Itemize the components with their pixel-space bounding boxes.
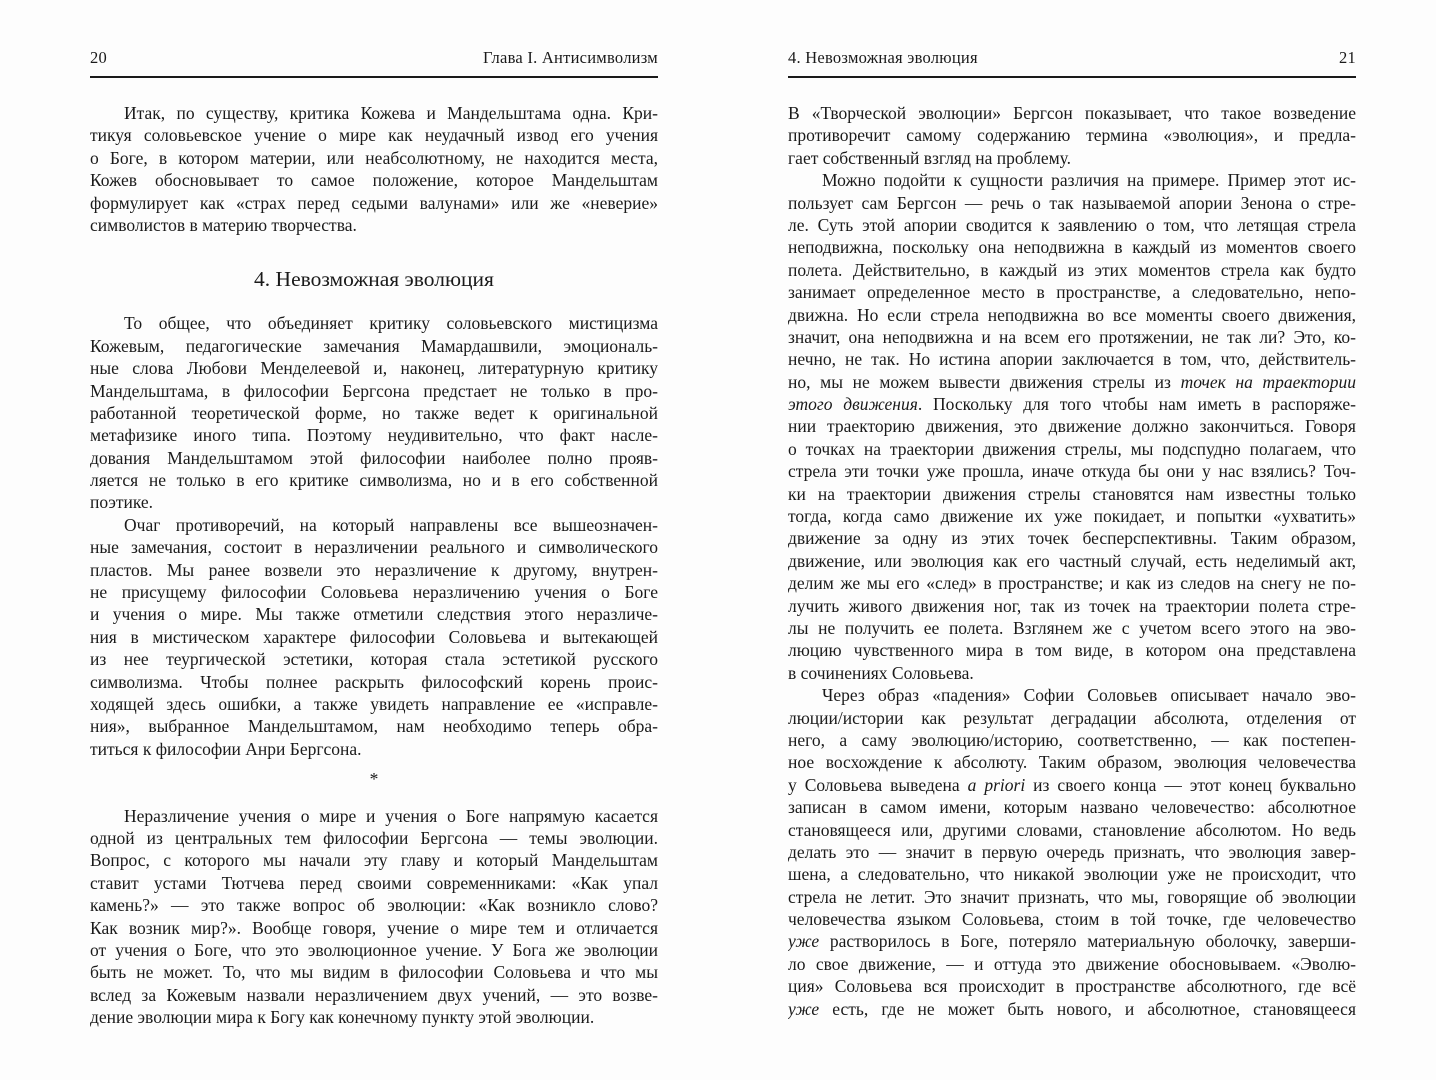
text-line: формулирует как «страх перед седыми валунами» или же «неверие» xyxy=(90,192,658,213)
page-body xyxy=(788,102,1356,1020)
italic-text: точек на траектории xyxy=(1180,371,1356,392)
text-line: него, а саму эволюцию/историю, соответственно, — как постепен- xyxy=(788,729,1356,750)
text-line: движение, или эволюция как его частный случай, есть неделимый акт, xyxy=(788,550,1356,571)
text-line: ставит устами Тютчева перед своими современниками: «Как упал xyxy=(90,872,658,893)
text-line: То общее, что объединяет критику соловьевского мистицизма xyxy=(124,313,658,334)
text-line: тикуя соловьевское учение о мире как неудачный извод его учения xyxy=(90,125,658,146)
text-line: ния», выбранное Мандельштамом, нам необходимо теперь обра- xyxy=(90,716,658,737)
text-line: полета. Действительно, в каждый из этих моментов стрела как будто xyxy=(788,259,1356,280)
text-line: Через образ «падения» Софии Соловьев описывает начало эво- xyxy=(822,685,1356,706)
text-line: но, мы не можем вывести движения стрелы из точек на траектории xyxy=(788,371,1356,392)
text-line: Мандельштама, в философии Бергсона предстает не только в про- xyxy=(90,380,658,401)
text-line: гает собственный взгляд на проблему. xyxy=(788,147,1072,168)
page-21 xyxy=(788,0,1356,1020)
text-line: у Соловьева выведена a priori из своего конца — этот конец буквально xyxy=(788,774,1356,795)
text-line: делим же мы его «след» в пространстве; и как из следов на снегу не по- xyxy=(788,573,1356,594)
text-line: делать это — значит в первую очередь признать, что эволюция завер- xyxy=(788,841,1356,862)
text-line: стрела не летит. Это значит признать, что мы, говорящие об эволюции xyxy=(788,886,1356,907)
text-line: пользует сам Бергсон — речь о так называемой апории Зенона о стре- xyxy=(788,192,1356,213)
page-number: 21 xyxy=(1339,48,1356,67)
text-line: символизма. Чтобы полнее раскрыть философский корень проис- xyxy=(90,671,658,692)
text-line: движна. Но если стрела неподвижна во все моменты своего движения, xyxy=(788,304,1356,325)
paragraph xyxy=(90,312,658,514)
asterisk-separator: * xyxy=(369,769,379,790)
text-line: уже есть, где не может быть нового, и абсолютное, становящееся xyxy=(788,998,1356,1019)
section-heading: 4. Невозможная эволюция xyxy=(254,267,494,292)
text-line: люции/истории как результат деградации абсолюта, отделения от xyxy=(788,707,1356,728)
paragraph xyxy=(788,684,1356,1020)
text-line: ло свое движение, — и оттуда это движение обосновываем. «Эволю- xyxy=(788,953,1356,974)
text-line: метафизике иного типа. Поэтому неудивительно, что факт насле- xyxy=(90,425,658,446)
text-line: о Боге, в котором материи, или неабсолютному, не находится места, xyxy=(90,147,658,168)
text-line: ле. Суть этой апории сводится к заявлению о том, что летящая стрела xyxy=(788,214,1356,235)
text-line: Можно подойти к сущности различия на примере. Пример этот ис- xyxy=(822,170,1356,191)
text-line: вслед за Кожевым назвали неразличением двух учений, — это возве- xyxy=(90,984,658,1005)
text-line: нии траекторию движения, это движение должно закончиться. Говоря xyxy=(788,416,1356,437)
text-line: занимает определенное место в пространстве, а следовательно, непо- xyxy=(788,282,1356,303)
text-line: Как возник мир?». Вообще говоря, учение о мире тем и отличается xyxy=(90,917,658,938)
text-line: ния в мистическом характере философии Соловьева и вытекающей xyxy=(90,626,658,647)
running-head xyxy=(90,48,658,78)
page-number: 20 xyxy=(90,48,107,67)
text-line: от учения о Боге, что это эволюционное учение. У Бога же эволюции xyxy=(90,939,658,960)
text-line: стрела эти точки уже прошла, иначе откуда бы они у нас взялись? Точ- xyxy=(788,461,1356,482)
text-line: ходящей здесь ошибки, а также увидеть направление ее «исправле- xyxy=(90,693,658,714)
text-line: пластов. Мы ранее возвели это неразличение к другому, внутрен- xyxy=(90,559,658,580)
text-line: Вопрос, с которого мы начали эту главу и который Мандельштам xyxy=(90,850,658,871)
text-line: камень?» — это также вопрос об эволюции: «Как возникло слово? xyxy=(90,895,658,916)
text-line: одной из центральных тем философии Бергсона — темы эволюции. xyxy=(90,827,658,848)
text-line: ные слова Любови Менделеевой и, наконец, литературную критику xyxy=(90,358,658,379)
text-line: ное восхождение к абсолюту. Таким образом, эволюция человечества xyxy=(788,752,1356,773)
text-line: тогда, когда само движение их уже покидает, и попытки «ухватить» xyxy=(788,506,1356,527)
text-line: о точках на траектории движения стрелы, мы подспудно полагаем, что xyxy=(788,438,1356,459)
text-line: значит, она неподвижна и на всем его протяжении, не так ли? Это, ко- xyxy=(788,326,1356,347)
paragraph xyxy=(788,102,1356,169)
text-line: поэтике. xyxy=(90,492,154,513)
text-line: дования Мандельштамом этой философии наиболее полно прояв- xyxy=(90,447,658,468)
text-line: ляется не только в его критике символизма, но и в его собственной xyxy=(90,470,658,491)
text-line: люцию чувственного мира в том виде, в котором она представлена xyxy=(788,640,1356,661)
text-line: лучить живого движения ног, так из точек на траектории полета стре- xyxy=(788,595,1356,616)
text-line: дение эволюции мира к Богу как конечному пункту этой эволюции. xyxy=(90,1007,595,1028)
page-body xyxy=(90,102,658,1028)
text-line: ные замечания, состоит в неразличении реального и символического xyxy=(90,537,658,558)
running-head xyxy=(788,48,1356,78)
running-title: 4. Невозможная эволюция xyxy=(788,48,978,67)
text-line: Кожевым, педагогические замечания Мамардашвили, эмоциональ- xyxy=(90,335,658,356)
text-line: уже растворилось в Боге, потеряло материальную оболочку, заверши- xyxy=(788,931,1356,952)
text-line: движение за одну из этих точек бесперспективны. Таким образом, xyxy=(788,528,1356,549)
text-line: Кожев обосновывает то самое положение, которое Мандельштам xyxy=(90,170,658,191)
text-line: записан в самом имени, которым названо человечество: абсолютное xyxy=(788,797,1356,818)
text-line: Итак, по существу, критика Кожева и Мандельштама одна. Кри- xyxy=(124,103,658,123)
running-title: Глава I. Антисимволизм xyxy=(482,48,658,67)
text-line: символистов в материю творчества. xyxy=(90,214,357,235)
text-line: быть не может. То, что мы видим в философии Соловьева и что мы xyxy=(90,962,658,983)
text-line: становящееся или, другими словами, становление абсолютом. Но ведь xyxy=(788,819,1356,840)
text-line: из нее теургической эстетики, которая стала эстетикой русского xyxy=(90,649,658,670)
page-20 xyxy=(90,0,658,1028)
paragraph xyxy=(90,805,658,1029)
paragraph xyxy=(90,514,658,760)
text-line: человечества языком Соловьева, стоим в той точке, где человечество xyxy=(788,909,1356,930)
italic-text: уже xyxy=(788,931,820,952)
text-line: этого движения. Поскольку для того чтобы нам иметь в распоряже- xyxy=(788,394,1356,415)
text-line: лы не получить ее полета. Взглянем же с учетом всего этого на эво- xyxy=(788,617,1356,638)
text-line: работанной теоретической форме, но также ведет к оригинальной xyxy=(90,402,658,423)
text-line: титься к философии Анри Бергсона. xyxy=(90,738,362,759)
text-line: и учения о мире. Мы также отметили следствия этого неразличе- xyxy=(90,604,658,625)
text-line: неподвижна, поскольку она неподвижна в каждый из моментов своего xyxy=(788,237,1356,258)
text-line: В «Творческой эволюции» Бергсон показывает, что такое возведение xyxy=(788,103,1356,123)
text-line: Неразличение учения о мире и учения о Боге напрямую касается xyxy=(124,805,658,826)
italic-text: a priori xyxy=(967,774,1026,795)
text-line: ки на траектории движения стрелы становятся нам известны только xyxy=(788,483,1356,504)
paragraph xyxy=(788,169,1356,684)
italic-text: этого движения xyxy=(788,394,918,415)
text-line: противоречит самому содержанию термина «эволюция», и предла- xyxy=(788,125,1356,146)
text-line: в сочинениях Соловьева. xyxy=(788,662,974,683)
text-line: нечно, не так. Но истина апории заключается в том, что, действитель- xyxy=(788,349,1356,370)
text-line: шена, а следовательно, что никакой эволюции уже не происходит, что xyxy=(788,864,1356,885)
italic-text: уже xyxy=(788,998,820,1019)
paragraph xyxy=(90,102,658,236)
text-line: Очаг противоречий, на который направлены все вышеозначен- xyxy=(124,514,658,535)
text-line: не присущему философии Соловьева неразличению учения о Боге xyxy=(90,582,658,603)
text-line: ция» Соловьева вся происходит в пространстве абсолютного, где всё xyxy=(788,976,1356,997)
